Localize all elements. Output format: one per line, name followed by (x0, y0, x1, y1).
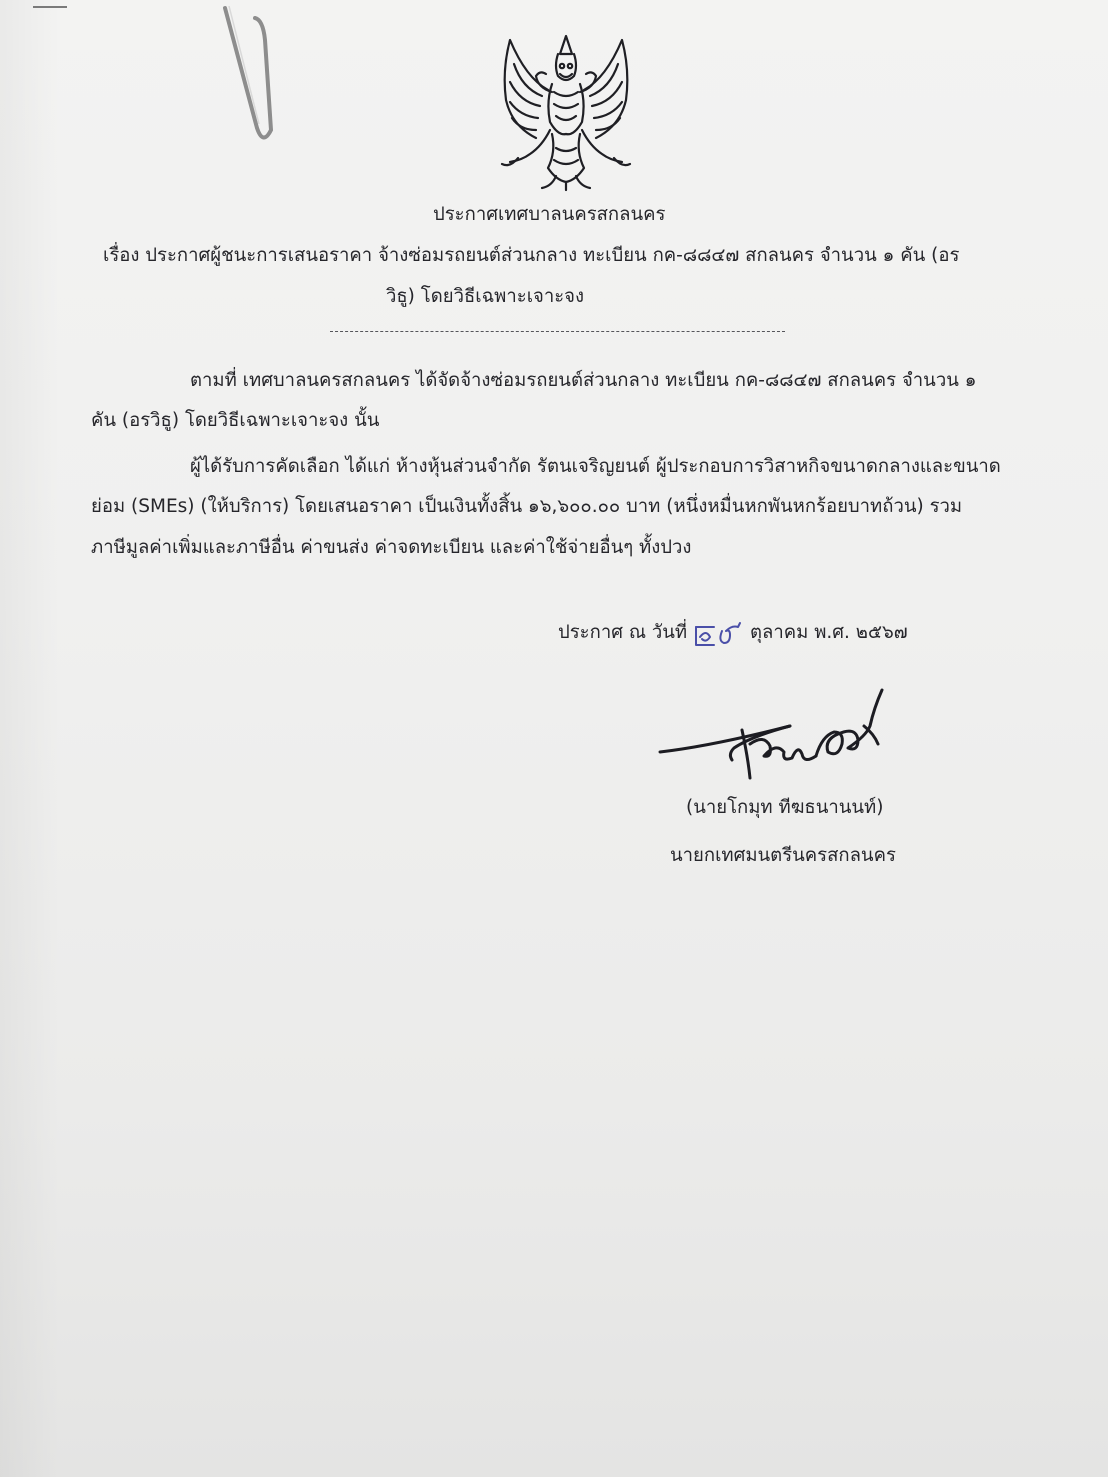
date-month-year: ตุลาคม พ.ศ. ๒๕๖๗ (750, 622, 908, 643)
edge-mark (33, 6, 67, 8)
dashed-divider (330, 331, 785, 332)
signatory-position: นายกเทศมนตรีนครสกลนคร (670, 845, 896, 866)
paragraph-2-line-2: ย่อม (SMEs) (ให้บริการ) โดยเสนอราคา เป็นเงินทั้งสิ้น ๑๖,๖๐๐.๐๐ บาท (หนึ่งหมื่นหกพันหกร้อยบาทถ้วน) รวม (91, 496, 963, 517)
subject-line-1: เรื่อง ประกาศผู้ชนะการเสนอราคา จ้างซ่อมรถยนต์ส่วนกลาง ทะเบียน กค-๘๘๔๗ สกลนคร จำนวน ๑ คัน (อร (103, 245, 960, 266)
paper-clip-icon (205, 0, 315, 150)
handwritten-day (692, 619, 750, 651)
document-header-title: ประกาศเทศบาลนครสกลนคร (433, 204, 666, 225)
page-shadow (0, 0, 60, 1477)
date-prefix: ประกาศ ณ วันที่ (558, 622, 688, 643)
paragraph-2-line-1: ผู้ได้รับการคัดเลือก ได้แก่ ห้างหุ้นส่วนจำกัด รัตนเจริญยนต์ ผู้ประกอบการวิสาหกิจขนาดกลางและขนาด (190, 456, 1001, 477)
garuda-emblem-icon (496, 30, 636, 192)
paragraph-1-line-2: คัน (อรวิธู) โดยวิธีเฉพาะเจาะจง นั้น (91, 410, 380, 431)
paragraph-2-line-3: ภาษีมูลค่าเพิ่มและภาษีอื่น ค่าขนส่ง ค่าจดทะเบียน และค่าใช้จ่ายอื่นๆ ทั้งปวง (91, 537, 692, 558)
signature-icon (652, 686, 902, 786)
subject-line-2: วิธู) โดยวิธีเฉพาะเจาะจง (386, 286, 585, 307)
signatory-name: (นายโกมุท ทีฆธนานนท์) (686, 797, 884, 818)
paragraph-1-line-1: ตามที่ เทศบาลนครสกลนคร ได้จัดจ้างซ่อมรถยนต์ส่วนกลาง ทะเบียน กค-๘๘๔๗ สกลนคร จำนวน ๑ (190, 370, 977, 391)
